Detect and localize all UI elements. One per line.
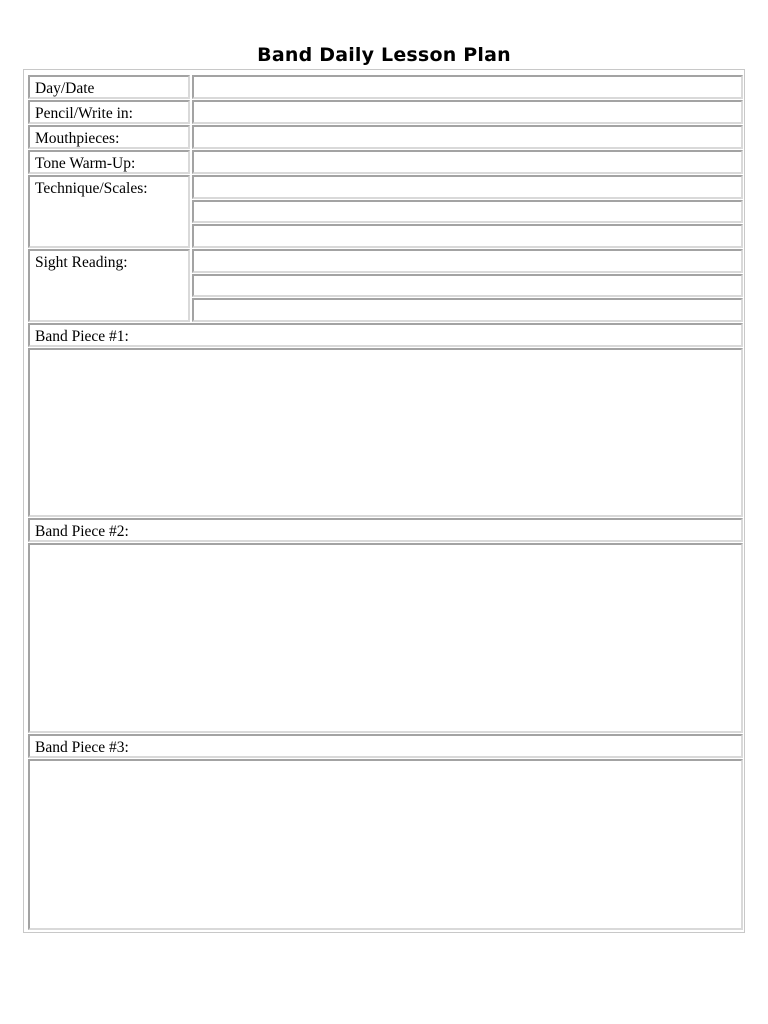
- pencil-write-in-field[interactable]: [192, 100, 743, 124]
- tone-warm-up-label: Tone Warm-Up:: [28, 150, 190, 174]
- sight-reading-field-1[interactable]: [192, 249, 743, 273]
- pencil-write-in-label: Pencil/Write in:: [28, 100, 190, 124]
- day-date-field[interactable]: [192, 75, 743, 99]
- sight-reading-field-3[interactable]: [192, 298, 743, 322]
- technique-scales-label: Technique/Scales:: [28, 175, 190, 248]
- band-piece-2-label: Band Piece #2:: [28, 518, 743, 542]
- day-date-label: Day/Date: [28, 75, 190, 99]
- tone-warm-up-field[interactable]: [192, 150, 743, 174]
- band-piece-3-notes-area[interactable]: [28, 759, 743, 930]
- technique-scales-field-2[interactable]: [192, 200, 743, 223]
- sight-reading-field-2[interactable]: [192, 274, 743, 297]
- band-piece-2-notes-area[interactable]: [28, 543, 743, 733]
- mouthpieces-field[interactable]: [192, 125, 743, 149]
- band-piece-1-notes-area[interactable]: [28, 348, 743, 517]
- band-piece-3-label: Band Piece #3:: [28, 734, 743, 758]
- page-title: Band Daily Lesson Plan: [257, 44, 511, 66]
- sight-reading-label: Sight Reading:: [28, 249, 190, 322]
- mouthpieces-label: Mouthpieces:: [28, 125, 190, 149]
- band-piece-1-label: Band Piece #1:: [28, 323, 743, 347]
- technique-scales-field-3[interactable]: [192, 224, 743, 248]
- technique-scales-field-1[interactable]: [192, 175, 743, 199]
